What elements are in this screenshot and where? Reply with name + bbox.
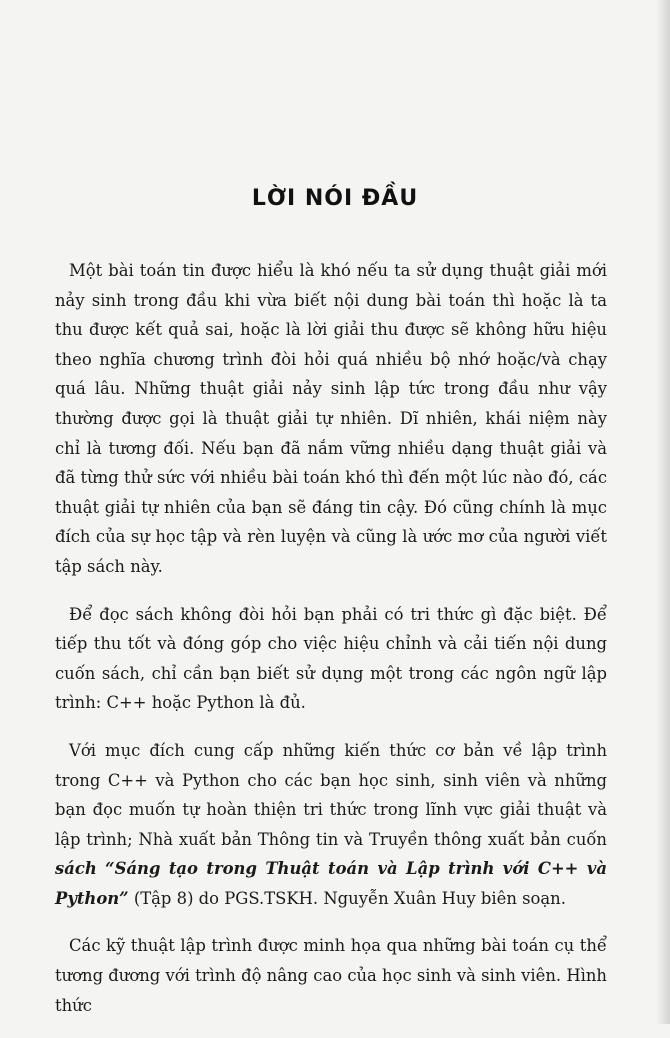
book-title: sách “Sáng tạo trong Thuật toán và Lập trình với C++ và Python”: [55, 859, 607, 908]
page-title: LỜI NÓI ĐẦU: [251, 186, 419, 211]
paragraph-2: Để đọc sách không đòi hỏi bạn phải có tri thức gì đặc biệt. Để tiếp thu tốt và đóng góp cho việc hiệu chỉnh và cải tiến nội dung cuốn sách, chỉ cần bạn biết sử dụng một trong các ngôn ngữ lập trình: C++ hoặc Python là đủ.: [55, 604, 607, 713]
paragraph-3-text-before: Với mục đích cung cấp những kiến thức cơ bản về lập trình trong C++ và Python cho các bạn học sinh, sinh viên và những bạn đọc muốn tự hoàn thiện tri thức trong lĩnh vực giải thuật và lập trình; Nhà xuất bản Thông tin và Truyền thông xuất bản cuốn: [55, 740, 607, 849]
page-edge-shadow: [656, 0, 670, 1024]
paragraph-4: Các kỹ thuật lập trình được minh họa qua những bài toán cụ thể tương đương với trình độ nâng cao của học sinh và sinh viên. Hình thức: [55, 936, 607, 1015]
paragraph-3: [55, 736, 607, 914]
paragraph-3-text-after: (Tập 8) do PGS.TSKH. Nguyễn Xuân Huy biên soạn.: [128, 888, 566, 908]
paragraph-1: Một bài toán tin được hiểu là khó nếu ta sử dụng thuật giải mới nảy sinh trong đầu khi vừa biết nội dung bài toán thì hoặc là ta thu được kết quả sai, hoặc là lời giải thu được sẽ không hữu hiệu theo nghĩa chương trình đòi hỏi quá nhiều bộ nhớ hoặc/và chạy quá lâu. Những thuật giải nảy sinh lập tức trong đầu như vậy thường được gọi là thuật giải tự nhiên. Dĩ nhiên, khái niệm này chỉ là tương đối. Nếu bạn đã nắm vững nhiều dạng thuật giải và đã từng thử sức với nhiều bài toán khó thì đến một lúc nào đó, các thuật giải tự nhiên của bạn sẽ đáng tin cậy. Đó cũng chính là mục đích của sự học tập và rèn luyện và cũng là ước mơ của người viết tập sách này.: [55, 261, 607, 576]
preface-body: [55, 256, 607, 1038]
